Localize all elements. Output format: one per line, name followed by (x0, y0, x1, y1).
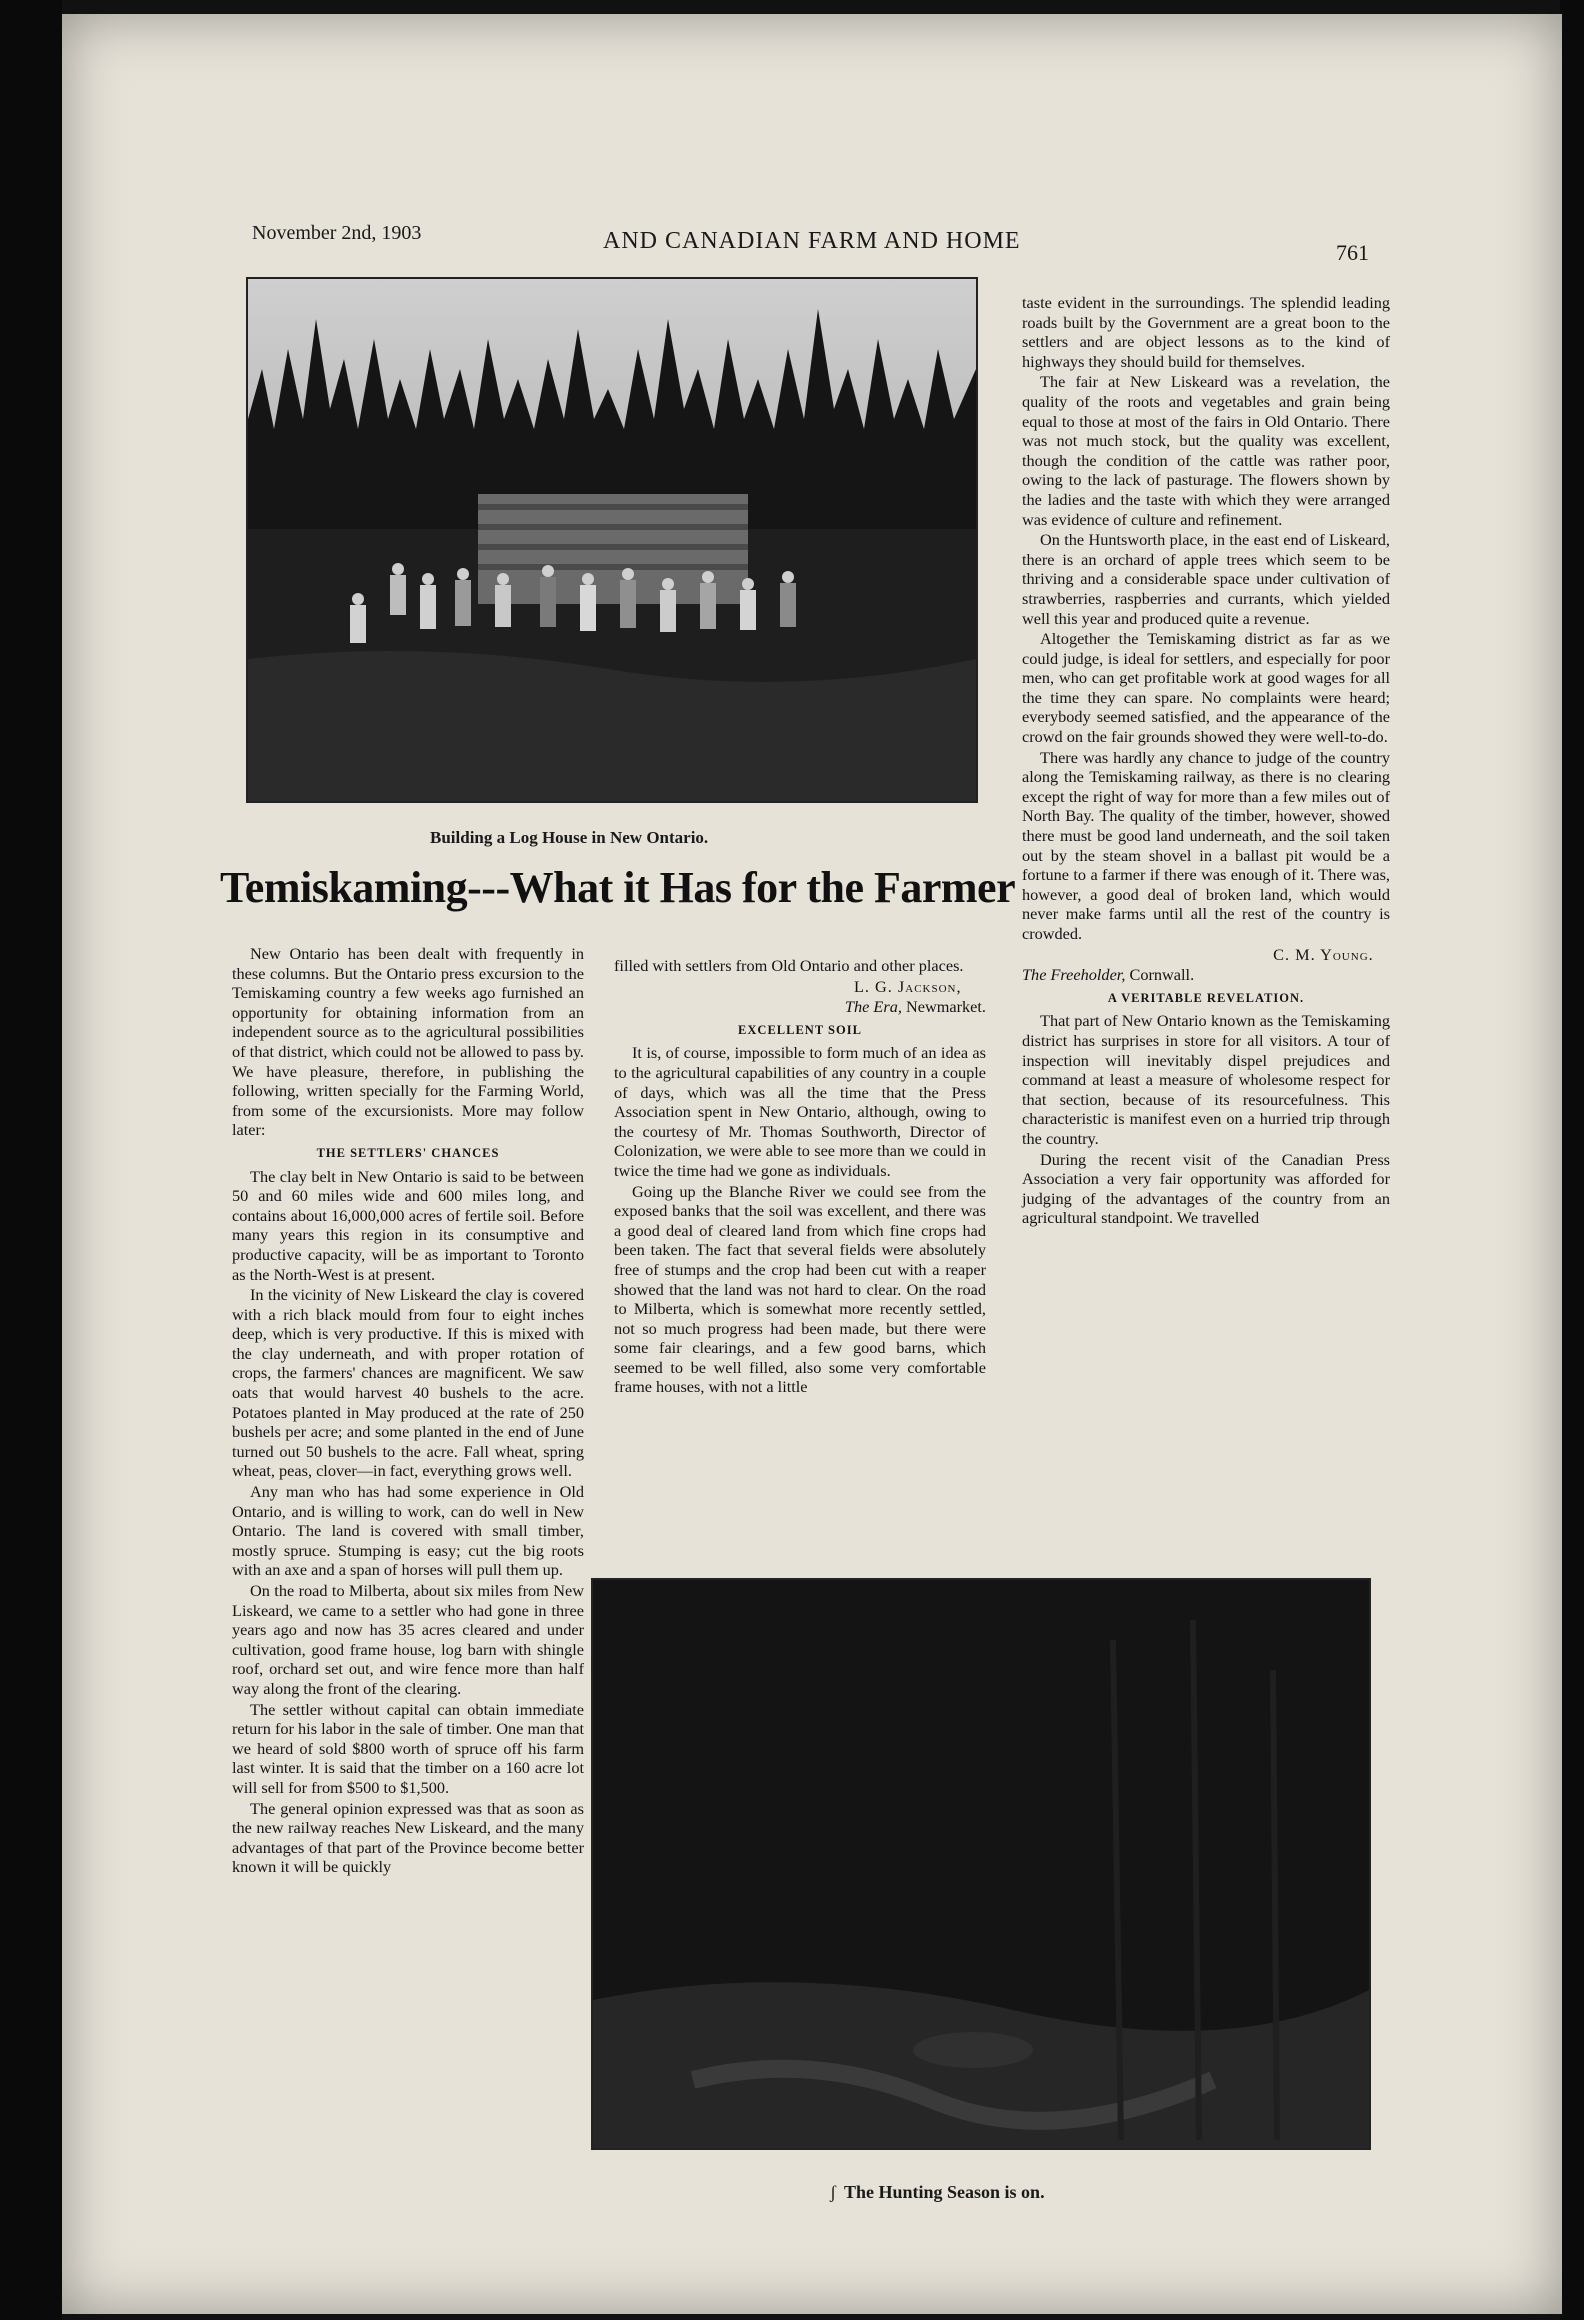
paragraph: There was hardly any chance to judge of the country along the Temiskaming railway, as there is no clearing except the right of way for more than a few miles out of North Bay. The quality of the timber, however, showed there must be good land underneath, and the soil taken out by the steam shovel in a ballast pit would be a fortune to a farmer if there was enough of it. There was, however, a good deal of broken land, which would never make farms until all the rest of the country is crowded. (1022, 747, 1390, 943)
paragraph: On the Huntsworth place, in the east end of Liskeard, there is an orchard of apple trees which seem to be thriving and a considerable space under cultivation of strawberries, raspberries and currants, which yielded well this year and produced quite a revenue. (1022, 530, 1390, 628)
page-number: 761 (1336, 240, 1369, 265)
subheading-veritable-revelation: A VERITABLE REVELATION. (1107, 990, 1305, 1005)
subheading-settlers-chances: THE SETTLERS' CHANCES (316, 1145, 500, 1160)
signature-jackson (614, 977, 986, 997)
paragraph: New Ontario has been dealt with frequently in these columns. But the Ontario press excursion to the Temiskaming country a few weeks ago furnished an opportunity for obtaining information from an independent source as to the agricultural possibilities of that district, which could not be allowed to pass by. We have pleasure, therefore, in publishing the following, written specially for the Farming World, from some of the excursionists. More may follow later: (232, 944, 584, 1140)
signature-young (1022, 945, 1390, 965)
newspaper-name: The Freeholder, (1022, 965, 1126, 985)
photo-log-house-image (248, 279, 976, 801)
photo-hunting-season-image (593, 1580, 1369, 2148)
article-column-1 (232, 944, 584, 1878)
newspaper-name: The Era, (844, 997, 902, 1017)
author-name: C. M. Young. (1273, 944, 1374, 964)
paragraph: On the road to Milberta, about six miles from New Liskeard, we came to a settler who had gone in three years ago and now has 35 acres cleared and under cultivation, good frame house, log barn with shingle roof, orchard set out, and wire fence more than half way along the front of the clearing. (232, 1581, 584, 1698)
scan-border-right (1560, 0, 1584, 2320)
paragraph: taste evident in the surroundings. The splendid leading roads built by the Government are a great boon to the settlers and are object lessons as to the kind of highways they should build for themselves. (1022, 293, 1390, 371)
paragraph: Altogether the Temiskaming district as far as we could judge, is ideal for settlers, and especially for poor men, who can get profitable work at good wages for all the time they can spare. No complaints were heard; everybody seemed satisfied, and the appearance of the crowd on the fair grounds showed they were well-to-do. (1022, 629, 1390, 747)
caption-log-house: Building a Log House in New Ontario. (430, 828, 709, 847)
header-date: November 2nd, 1903 (252, 222, 422, 244)
paragraph: During the recent visit of the Canadian Press Association a very fair opportunity was afforded for judging of the advantages of the country from an agricultural standpoint. We travelled (1022, 1149, 1390, 1228)
paragraph: Any man who has had some experience in Old Ontario, and is willing to work, can do well in New Ontario. The land is covered with small timber, mostly spruce. Stumping is easy; cut the big roots with an axe and a span of horses will pull them up. (232, 1482, 584, 1580)
paragraph: The settler without capital can obtain immediate return for his labor in the sale of timber. One man that we heard of sold $800 worth of spruce off his farm last winter. It is said that the timber on a 160 acre lot will sell for from $500 to $1,500. (232, 1699, 584, 1797)
town-name: Cornwall. (1129, 965, 1195, 985)
paragraph: The general opinion expressed was that as soon as the new railway reaches New Liskeard, and the many advantages of that part of the Province become better known it will be quickly (232, 1798, 584, 1877)
caption-text: The Hunting Season is on. (844, 2182, 1045, 2202)
paragraph: That part of New Ontario known as the Temiskaming district has surprises in store for all visitors. A tour of inspection will inevitably dispel prejudices and command at least a measure of wholesome respect for that section, because of its resourcefulness. This characteristic is manifest even on a hurried trip through the country. (1022, 1011, 1390, 1148)
caption-hunting-season (830, 2182, 1045, 2203)
article-column-2 (614, 956, 986, 1398)
photo-hunting-season (591, 1578, 1371, 2150)
photo-log-house (246, 277, 978, 803)
author-name: L. G. Jackson, (853, 976, 962, 996)
paragraph: The fair at New Liskeard was a revelation, the quality of the roots and vegetables and grain being equal to those at most of the fairs in Old Ontario. There was not much stock, but the quality was excellent, though the condition of the cattle was rather poor, owing to the lack of pasturage. The flowers shown by the ladies and the taste with which they were arranged was evidence of culture and refinement. (1022, 372, 1390, 529)
paragraph: Going up the Blanche River we could see from the exposed banks that the soil was excellent, and there was a good deal of cleared land from which fine crops had been taken. The fact that several fields were absolutely free of stumps and the crop had been cut with a reaper showed that the land was not hard to clear. On the road to Milberta, which is somewhat more recently settled, not so much progress had been made, but there were some fair clearings, and a few good barns, which seemed to be well filled, also some very comfortable frame houses, with not a little (614, 1181, 986, 1397)
header-title: AND CANADIAN FARM AND HOME (603, 228, 1021, 254)
subheading-excellent-soil: EXCELLENT SOIL (738, 1022, 862, 1037)
caption-mark: ʃ (830, 2182, 836, 2202)
scan-border-left (0, 0, 62, 2320)
town-name: Newmarket. (905, 997, 986, 1017)
article-column-3 (1022, 293, 1390, 1229)
paragraph: In the vicinity of New Liskeard the clay is covered with a rich black mould from four to eight inches deep, which is very productive. If this is mixed with the clay underneath, and with proper rotation of crops, the farmers' chances are magnificent. We saw oats that would harvest 40 bushels to the acre. Potatoes planted in May produced at the rate of 250 bushels per acre; and some planted in the end of June turned out 50 bushels to the acre. Fall wheat, spring wheat, peas, clover—in fact, everything grows well. (232, 1285, 584, 1481)
signature-freeholder (1022, 965, 1390, 985)
signature-era (614, 997, 986, 1017)
paragraph: It is, of course, impossible to form much of an idea as to the agricultural capabilities of any country in a couple of days, which was all the time that the Press Association spent in New Ontario, although, owing to the courtesy of Mr. Thomas Southworth, Director of Colonization, we were able to see more than we could in twice the time had we gone as individuals. (614, 1043, 986, 1180)
paragraph: filled with settlers from Old Ontario and other places. (614, 956, 964, 975)
paragraph: The clay belt in New Ontario is said to be between 50 and 60 miles wide and 600 miles long, and contains about 16,000,000 acres of fertile soil. Before many years this region in its consumptive and productive capacity, will be as important to Toronto as the North-West is at present. (232, 1166, 584, 1284)
article-headline: Temiskaming---What it Has for the Farmer (220, 863, 1016, 912)
